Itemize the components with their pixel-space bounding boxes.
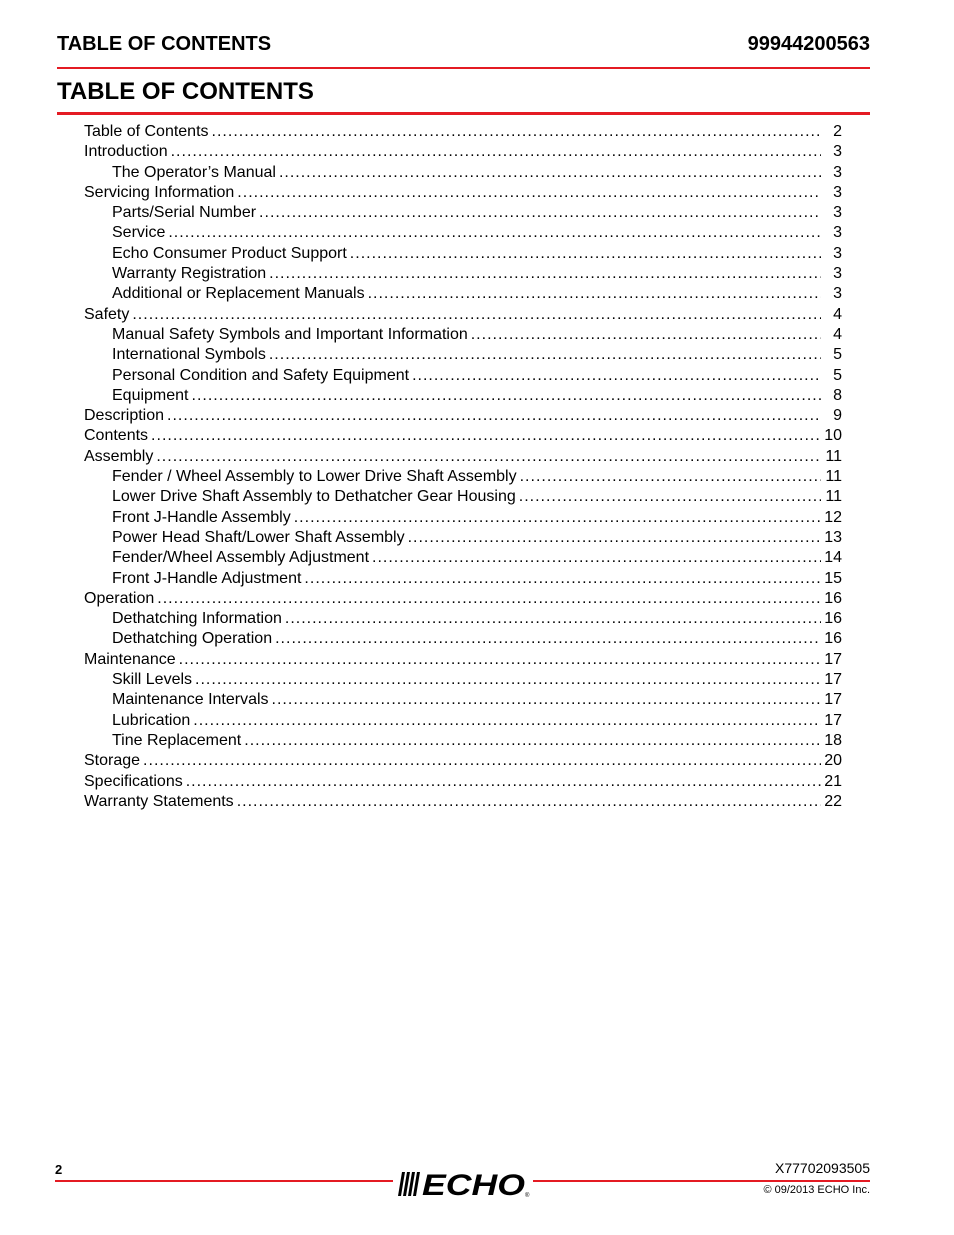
toc-leader-dots bbox=[294, 508, 821, 528]
toc-leader-dots bbox=[269, 345, 821, 365]
toc-entry-page: 2 bbox=[833, 123, 842, 140]
toc-entry bbox=[84, 223, 842, 243]
footer-rule-right bbox=[533, 1180, 870, 1182]
toc-entry bbox=[84, 772, 842, 792]
toc-leader-dots bbox=[156, 447, 821, 467]
toc-entry-page: 3 bbox=[833, 285, 842, 303]
toc-entry-title: Dethatching Information bbox=[112, 610, 282, 628]
toc-entry bbox=[84, 305, 842, 325]
toc-entry-page: 10 bbox=[824, 427, 842, 445]
toc-entry bbox=[84, 426, 842, 446]
toc-leader-dots bbox=[244, 731, 821, 751]
toc-entry-title: Contents bbox=[84, 427, 149, 445]
page-title-bar bbox=[57, 76, 870, 115]
toc-entry-page: 11 bbox=[825, 468, 842, 486]
toc-entry-title: The Operator’s Manual bbox=[112, 163, 276, 181]
toc-entry-page: 3 bbox=[833, 183, 842, 201]
toc-entry-title: Equipment bbox=[112, 386, 189, 404]
toc-entry bbox=[84, 122, 842, 142]
toc-entry-page: 3 bbox=[833, 265, 842, 283]
toc-leader-dots bbox=[372, 548, 821, 568]
toc-entry-page: 3 bbox=[833, 163, 842, 181]
toc-entry-page: 18 bbox=[824, 731, 842, 749]
toc-leader-dots bbox=[408, 528, 821, 548]
toc-entry-title: Assembly bbox=[84, 447, 154, 465]
footer-rule-left bbox=[55, 1180, 393, 1182]
toc-entry-title: Description bbox=[84, 407, 165, 425]
toc-leader-dots bbox=[259, 203, 821, 223]
toc-leader-dots bbox=[212, 122, 821, 142]
toc-entry-page: 3 bbox=[833, 244, 842, 262]
logo-text: ECHO bbox=[422, 1169, 525, 1198]
header-part-number: 99944200563 bbox=[747, 33, 870, 55]
toc-leader-dots bbox=[350, 244, 821, 264]
toc-entry bbox=[84, 386, 842, 406]
toc-entry-page: 4 bbox=[833, 305, 842, 323]
toc-leader-dots bbox=[192, 386, 822, 406]
toc-leader-dots bbox=[279, 163, 821, 183]
toc-entry bbox=[84, 345, 842, 365]
toc-leader-dots bbox=[471, 325, 821, 345]
toc-entry bbox=[84, 264, 842, 284]
toc-entry-title: Echo Consumer Product Support bbox=[112, 244, 347, 262]
toc-entry bbox=[84, 670, 842, 690]
toc-entry-page: 5 bbox=[833, 366, 842, 384]
toc-entry-page: 9 bbox=[833, 407, 842, 425]
toc-entry bbox=[84, 508, 842, 528]
toc-entry bbox=[84, 609, 842, 629]
toc-leader-dots bbox=[151, 426, 821, 446]
toc-leader-dots bbox=[285, 609, 821, 629]
toc-entry-page: 14 bbox=[824, 549, 842, 567]
toc-leader-dots bbox=[237, 792, 821, 812]
toc-entry bbox=[84, 163, 842, 183]
toc-entry bbox=[84, 751, 842, 771]
toc-entry-title: Warranty Statements bbox=[84, 792, 234, 810]
toc-leader-dots bbox=[167, 406, 821, 426]
toc-leader-dots bbox=[195, 670, 821, 690]
toc-entry-title: Service bbox=[112, 224, 166, 242]
toc-entry-title: Table of Contents bbox=[84, 123, 209, 140]
toc-entry-title: International Symbols bbox=[112, 346, 266, 364]
toc-leader-dots bbox=[272, 690, 821, 710]
toc-entry bbox=[84, 690, 842, 710]
toc-entry-title: Fender / Wheel Assembly to Lower Drive Shaft Assembly bbox=[112, 468, 517, 486]
toc-entry-title: Safety bbox=[84, 305, 130, 323]
toc-entry-page: 13 bbox=[824, 528, 842, 546]
toc-entry bbox=[84, 467, 842, 487]
toc-leader-dots bbox=[412, 366, 821, 386]
toc-entry-title: Introduction bbox=[84, 143, 168, 161]
toc-entry-page: 16 bbox=[824, 610, 842, 628]
toc-entry-title: Power Head Shaft/Lower Shaft Assembly bbox=[112, 528, 405, 546]
toc-entry-page: 16 bbox=[824, 589, 842, 607]
toc-entry-page: 17 bbox=[824, 711, 842, 729]
toc-entry-title: Lubrication bbox=[112, 711, 191, 729]
registered-mark: ® bbox=[525, 1193, 530, 1198]
echo-logo bbox=[394, 1166, 534, 1198]
toc-entry-title: Tine Replacement bbox=[112, 731, 242, 749]
toc-entry-title: Specifications bbox=[84, 772, 183, 790]
toc-entry-page: 20 bbox=[824, 752, 842, 770]
toc-entry bbox=[84, 447, 842, 467]
footer-page-number: 2 bbox=[55, 1162, 63, 1177]
toc-entry bbox=[84, 548, 842, 568]
toc-entry-title: Front J-Handle Adjustment bbox=[112, 569, 302, 587]
toc-entry bbox=[84, 487, 842, 507]
toc-entry bbox=[84, 406, 842, 426]
toc-entry-title: Storage bbox=[84, 752, 141, 770]
toc-leader-dots bbox=[304, 569, 821, 589]
toc-leader-dots bbox=[275, 629, 821, 649]
toc-entry-page: 12 bbox=[824, 508, 842, 526]
page-title: TABLE OF CONTENTS bbox=[57, 78, 314, 105]
toc-entry bbox=[84, 711, 842, 731]
toc-entry-title: Manual Safety Symbols and Important Information bbox=[112, 325, 468, 343]
toc-leader-dots bbox=[520, 467, 821, 487]
toc-leader-dots bbox=[368, 284, 821, 304]
toc-entry-page: 17 bbox=[824, 691, 842, 709]
page-footer bbox=[55, 1160, 870, 1220]
toc-entry-title: Personal Condition and Safety Equipment bbox=[112, 366, 410, 384]
footer-copyright: © 09/2013 ECHO Inc. bbox=[763, 1184, 870, 1196]
toc-entry bbox=[84, 629, 842, 649]
toc-entry-page: 11 bbox=[825, 488, 842, 506]
toc-entry-title: Warranty Registration bbox=[112, 265, 267, 283]
toc-entry-title: Front J-Handle Assembly bbox=[112, 508, 291, 526]
toc-entry-title: Maintenance bbox=[84, 650, 176, 668]
toc-entry bbox=[84, 569, 842, 589]
toc-entry-page: 21 bbox=[824, 772, 842, 790]
toc-entry bbox=[84, 203, 842, 223]
toc-entry bbox=[84, 528, 842, 548]
toc-leader-dots bbox=[186, 772, 821, 792]
toc-entry bbox=[84, 731, 842, 751]
toc-leader-dots bbox=[179, 650, 821, 670]
toc-entry-title: Skill Levels bbox=[112, 671, 193, 689]
table-of-contents bbox=[84, 122, 842, 812]
toc-leader-dots bbox=[171, 142, 821, 162]
toc-entry bbox=[84, 183, 842, 203]
toc-entry-title: Servicing Information bbox=[84, 183, 235, 201]
toc-leader-dots bbox=[519, 487, 821, 507]
footer-doc-code: X77702093505 bbox=[775, 1160, 870, 1176]
toc-entry-title: Parts/Serial Number bbox=[112, 204, 257, 222]
toc-leader-dots bbox=[157, 589, 821, 609]
toc-entry bbox=[84, 650, 842, 670]
toc-entry-page: 11 bbox=[825, 447, 842, 465]
page-header bbox=[57, 31, 870, 69]
toc-leader-dots bbox=[168, 223, 821, 243]
toc-entry bbox=[84, 142, 842, 162]
toc-entry-page: 3 bbox=[833, 143, 842, 161]
toc-leader-dots bbox=[237, 183, 821, 203]
toc-entry bbox=[84, 366, 842, 386]
header-title: TABLE OF CONTENTS bbox=[57, 33, 272, 55]
toc-leader-dots bbox=[269, 264, 821, 284]
toc-entry-title: Maintenance Intervals bbox=[112, 691, 269, 709]
toc-entry bbox=[84, 244, 842, 264]
toc-entry-page: 16 bbox=[824, 630, 842, 648]
toc-entry-title: Dethatching Operation bbox=[112, 630, 273, 648]
toc-entry bbox=[84, 284, 842, 304]
toc-leader-dots bbox=[143, 751, 821, 771]
toc-leader-dots bbox=[193, 711, 821, 731]
toc-entry-title: Lower Drive Shaft Assembly to Dethatcher Gear Housing bbox=[112, 488, 516, 506]
toc-entry-page: 3 bbox=[833, 204, 842, 222]
toc-entry bbox=[84, 325, 842, 345]
toc-entry-page: 3 bbox=[833, 224, 842, 242]
toc-entry-page: 15 bbox=[824, 569, 842, 587]
toc-entry-page: 4 bbox=[833, 325, 842, 343]
toc-entry-page: 22 bbox=[824, 792, 842, 810]
toc-entry-page: 17 bbox=[824, 650, 842, 668]
toc-entry-title: Operation bbox=[84, 589, 155, 607]
toc-leader-dots bbox=[132, 305, 821, 325]
toc-entry-title: Additional or Replacement Manuals bbox=[112, 285, 365, 303]
toc-entry-title: Fender/Wheel Assembly Adjustment bbox=[112, 549, 370, 567]
toc-entry bbox=[84, 792, 842, 812]
toc-entry-page: 17 bbox=[824, 671, 842, 689]
toc-entry-page: 5 bbox=[833, 346, 842, 364]
toc-entry-page: 8 bbox=[833, 386, 842, 404]
toc-entry bbox=[84, 589, 842, 609]
